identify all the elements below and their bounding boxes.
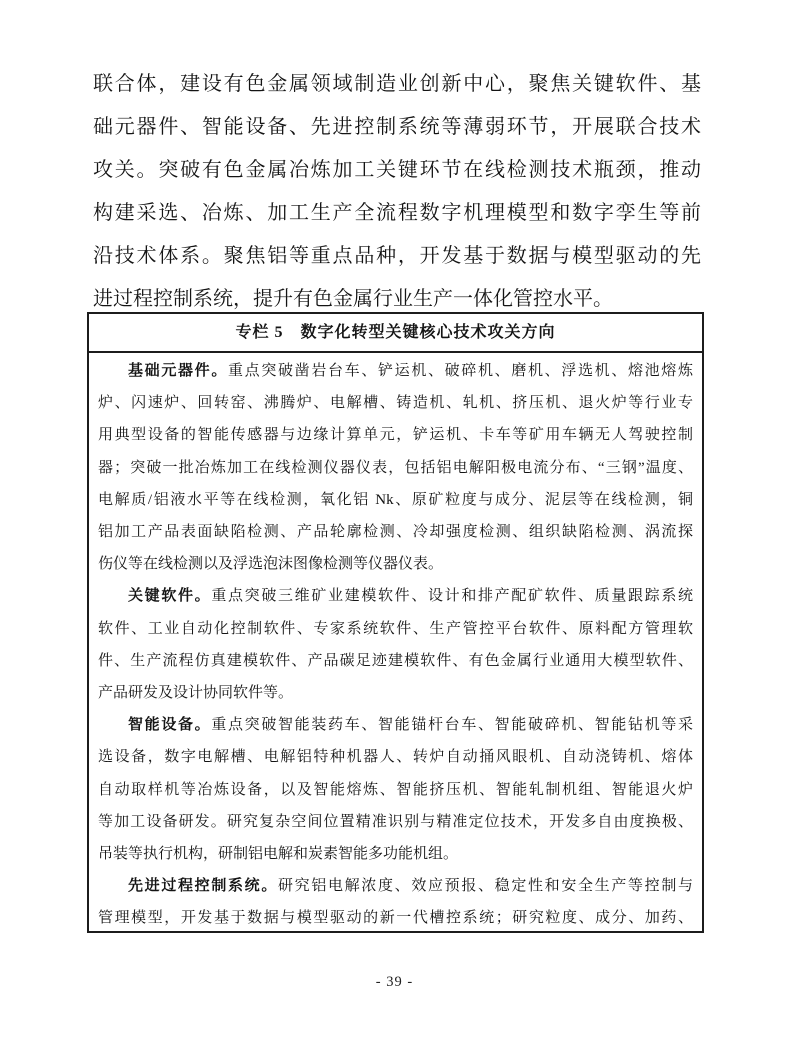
text-line: 伤仪等在线检测以及浮选泡沫图像检测等仪器仪表。 (98, 556, 444, 573)
text-line: 关键软件。重点突破三维矿业建模软件、设计和排产配矿软件、质量跟踪系统 (128, 588, 693, 605)
text-line: 构建采选、冶炼、加工生产全流程数字机理模型和数字孪生等前 (93, 202, 701, 224)
text-line: 础元器件、智能设备、先进控制系统等薄弱环节，开展联合技术 (93, 116, 701, 138)
text-line: 选设备，数字电解槽、电解铝特种机器人、转炉自动捅风眼机、自动浇铸机、熔体 (98, 749, 693, 766)
text-line: 铝加工产品表面缺陷检测、产品轮廓检测、冷却强度检测、组织缺陷检测、涡流探 (98, 524, 693, 541)
panel-box (87, 312, 704, 933)
text-line: 用典型设备的智能传感器与边缘计算单元，铲运机、卡车等矿用车辆无人驾驶控制 (98, 427, 693, 444)
text-line: 器；突破一批冶炼加工在线检测仪器仪表，包括铝电解阳极电流分布、“三钢”温度、 (98, 459, 693, 476)
text-line: 联合体，建设有色金属领域制造业创新中心，聚焦关键软件、基 (93, 73, 701, 95)
text-line: 电解质/铝液水平等在线检测，氧化铝 Nk、原矿粒度与成分、泥层等在线检测，铜 (98, 491, 693, 508)
text-line: 自动取样机等冶炼设备，以及智能熔炼、智能挤压机、智能轧制机组、智能退火炉 (98, 781, 693, 798)
panel-title: 专栏 5 数字化转型关键核心技术攻关方向 (89, 314, 702, 353)
text-line: 基础元器件。重点突破凿岩台车、铲运机、破碎机、磨机、浮选机、熔池熔炼 (128, 363, 693, 379)
text-line: 炉、闪速炉、回转窑、沸腾炉、电解槽、铸造机、轧机、挤压机、退火炉等行业专 (98, 395, 693, 412)
text-line: 先进过程控制系统。研究铝电解浓度、效应预报、稳定性和安全生产等控制与 (128, 878, 693, 895)
text-line: 件、生产流程仿真建模软件、产品碳足迹建模软件、有色金属行业通用大模型软件、 (98, 652, 693, 669)
text-line: 管理模型，开发基于数据与模型驱动的新一代槽控系统；研究粒度、成分、加药、 (98, 910, 693, 927)
paragraph-lead: 基础元器件。 (128, 363, 228, 379)
panel-content (89, 353, 702, 935)
text-line: 智能设备。重点突破智能装药车、智能锚杆台车、智能破碎机、智能钻机等采 (128, 717, 693, 734)
paragraph-lead: 关键软件。 (128, 588, 212, 605)
page-number: - 39 - (375, 974, 414, 990)
paragraph-lead: 智能设备。 (128, 717, 212, 734)
body-paragraph (93, 63, 701, 321)
text-line: 产品研发及设计协同软件等。 (98, 685, 294, 702)
text-line: 沿技术体系。聚焦铝等重点品种，开发基于数据与模型驱动的先 (93, 245, 701, 267)
text-line: 软件、工业自动化控制软件、专家系统软件、生产管控平台软件、原料配方管理软 (98, 620, 693, 637)
text-line: 等加工设备研发。研究复杂空间位置精准识别与精准定位技术，开发多自由度换极、 (98, 813, 693, 830)
text-line: 攻关。突破有色金属冶炼加工关键环节在线检测技术瓶颈，推动 (93, 159, 701, 181)
paragraph-lead: 先进过程控制系统。 (128, 878, 278, 895)
text-line: 吊装等执行机构，研制铝电解和炭素智能多功能机组。 (98, 846, 459, 863)
text-line: 进过程控制系统，提升有色金属行业生产一体化管控水平。 (93, 288, 613, 310)
